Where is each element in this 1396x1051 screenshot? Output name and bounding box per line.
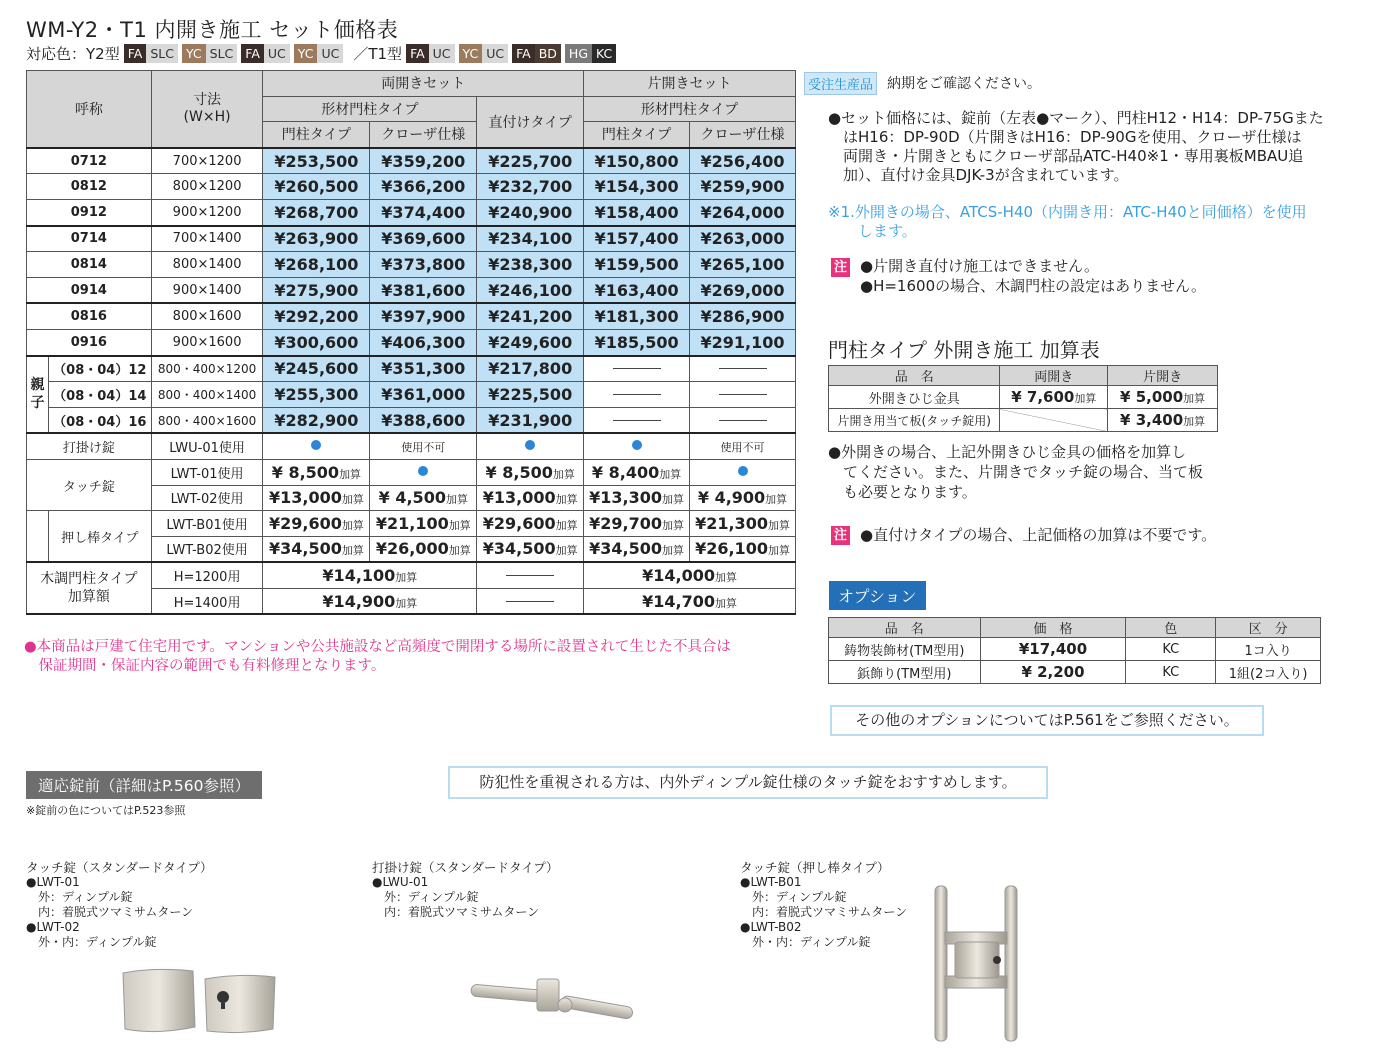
colors-label: 対応色：Y2型 — [26, 45, 120, 63]
row-name: 0712 — [27, 148, 152, 174]
row-name: 0914 — [27, 277, 152, 303]
dash — [690, 382, 796, 408]
add-price: ¥26,000加算 — [370, 536, 477, 562]
header-post-type-double: 形材門柱タイプ — [263, 96, 477, 122]
lock-line: 内：着脱式ツマミサムターン — [372, 905, 540, 919]
color-chip: FA BD — [512, 44, 561, 63]
price-cell: ¥163,400 — [584, 277, 690, 303]
latch-lock-image — [465, 975, 645, 1045]
th: 片開き — [1108, 366, 1218, 386]
price-cell: ¥225,700 — [477, 148, 584, 174]
price-cell: ¥268,700 — [263, 199, 370, 225]
row-size: 900×1200 — [151, 199, 263, 225]
lock-line: 外：ディンプル錠 — [26, 890, 133, 904]
price-cell: ¥268,100 — [263, 252, 370, 278]
price-cell: ¥300,600 — [263, 329, 370, 355]
th: 品 名 — [829, 618, 981, 638]
empty-cell — [1000, 409, 1108, 432]
wood-row-1 — [27, 562, 796, 588]
table-row — [27, 148, 796, 174]
table-row — [27, 356, 796, 382]
price-cell: ¥234,100 — [477, 226, 584, 252]
wood-h-1: H=1200用 — [151, 562, 263, 588]
header-closer: クローザ仕様 — [370, 122, 477, 148]
color-chip: YC SLC — [182, 44, 237, 63]
price-cell: ¥292,200 — [263, 303, 370, 329]
add-price: ¥34,500加算 — [263, 536, 370, 562]
price-cell: ¥286,900 — [690, 303, 796, 329]
row-size: 800・400×1400 — [151, 382, 263, 408]
table-row — [27, 199, 796, 225]
touch-lock-image — [115, 965, 295, 1045]
add-price: ¥13,000加算 — [477, 485, 584, 511]
option-name: 鋲飾り(TM型用) — [829, 661, 981, 684]
lock-line: ●LWT-B02 — [740, 920, 802, 934]
price-cell: ¥240,900 — [477, 199, 584, 225]
wood-label: 木調門柱タイプ 加算額 — [27, 562, 152, 614]
price-cell: ¥291,100 — [690, 329, 796, 355]
t1-label: ／T1型 — [353, 45, 403, 63]
lock-line: 外：ディンプル錠 — [740, 890, 847, 904]
unavailable: 使用不可 — [370, 433, 477, 459]
touch-label: タッチ錠 — [27, 459, 152, 510]
add-price: ¥ 8,500加算 — [263, 459, 370, 485]
th: 両開き — [1000, 366, 1108, 386]
price-cell: ¥388,600 — [370, 407, 477, 433]
color-chip: HG KC — [565, 44, 616, 63]
header-post-single: 門柱タイプ — [584, 122, 690, 148]
badge-text: 納期をご確認ください。 — [887, 76, 1041, 92]
item-name: 外開きひじ金具 — [829, 386, 1000, 409]
oshi-model-1: LWT-B01使用 — [151, 511, 263, 537]
add-price: ¥29,600加算 — [263, 511, 370, 537]
th: 区 分 — [1216, 618, 1321, 638]
price-cell: ¥158,400 — [584, 199, 690, 225]
dot-mark — [477, 433, 584, 459]
lock-line: 内：着脱式ツマミサムターン — [740, 905, 908, 919]
lock-title: タッチ錠（押し棒タイプ） — [740, 860, 890, 875]
price-cell: ¥260,500 — [263, 174, 370, 200]
header-post-type-single: 形材門柱タイプ — [584, 96, 796, 122]
dot-mark — [263, 433, 370, 459]
price-cell: ¥255,300 — [263, 382, 370, 408]
price-cell: ¥159,500 — [584, 252, 690, 278]
price-cell: ¥217,800 — [477, 356, 584, 382]
add-price: ¥14,900加算 — [263, 588, 477, 614]
option-unit: 1組(2コ入り) — [1216, 661, 1321, 684]
price-cell: ¥245,600 — [263, 356, 370, 382]
touch-row-1 — [27, 459, 796, 485]
table-row — [27, 252, 796, 278]
dash — [584, 382, 690, 408]
row-name: 0814 — [27, 252, 152, 278]
y2-color-chips — [124, 44, 348, 63]
lock-latch-standard — [372, 860, 559, 920]
item-name: 片開き用当て板(タッチ錠用) — [829, 409, 1000, 432]
lock-touch-standard — [26, 860, 213, 950]
price-cell: ¥263,900 — [263, 226, 370, 252]
price-cell: ¥231,900 — [477, 407, 584, 433]
lock-title: タッチ錠（スタンダードタイプ） — [26, 860, 213, 875]
color-chip: YC UC — [294, 44, 344, 63]
option-color: KC — [1126, 638, 1216, 661]
header-double-set: 両開きセット — [263, 71, 584, 97]
price-cell: ¥225,500 — [477, 382, 584, 408]
add-price: ¥ 8,500加算 — [477, 459, 584, 485]
oyako-label: 親 子 — [27, 356, 49, 434]
lock-line: ●LWT-01 — [26, 875, 80, 889]
header-closer-single: クローザ仕様 — [690, 122, 796, 148]
row-name: 0714 — [27, 226, 152, 252]
price-cell: ¥381,600 — [370, 277, 477, 303]
dash — [477, 588, 584, 614]
add-price: ¥21,300加算 — [690, 511, 796, 537]
price-cell: ¥150,800 — [584, 148, 690, 174]
lock-line: 外・内：ディンプル錠 — [740, 935, 871, 949]
header-size: 寸法 (W×H) — [151, 71, 263, 148]
price-cell: ¥275,900 — [263, 277, 370, 303]
row-size: 700×1200 — [151, 148, 263, 174]
table-row — [27, 329, 796, 355]
dash — [690, 407, 796, 433]
add-price: ¥13,000加算 — [263, 485, 370, 511]
price-cell: ¥374,400 — [370, 199, 477, 225]
th: 品 名 — [829, 366, 1000, 386]
price-table — [26, 70, 796, 615]
row-size: 800×1200 — [151, 174, 263, 200]
header-name: 呼称 — [27, 71, 152, 148]
touch-model-1: LWT-01使用 — [151, 459, 263, 485]
price-cell: ¥185,500 — [584, 329, 690, 355]
row-size: 800×1400 — [151, 252, 263, 278]
caution-icon: 注 — [831, 526, 850, 545]
price-rows — [27, 148, 796, 434]
add-price: ¥34,500加算 — [477, 536, 584, 562]
add-price: ¥ 4,900加算 — [690, 485, 796, 511]
lock-color-note: ※錠前の色についてはP.523参照 — [26, 804, 186, 817]
lock-line: ●LWT-02 — [26, 920, 80, 934]
t1-color-chips — [406, 44, 620, 63]
dash — [690, 356, 796, 382]
price: ¥ 7,600加算 — [1000, 386, 1108, 409]
dash — [584, 356, 690, 382]
add-price: ¥ 8,400加算 — [584, 459, 690, 485]
price-cell: ¥406,300 — [370, 329, 477, 355]
caution-text-2: ●直付けタイプの場合、上記価格の加算は不要です。 — [860, 526, 1217, 544]
table-row — [27, 382, 796, 408]
lock-line: 外・内：ディンプル錠 — [26, 935, 157, 949]
add-price: ¥14,100加算 — [263, 562, 477, 588]
spacer — [27, 511, 49, 563]
price-cell: ¥263,000 — [690, 226, 796, 252]
color-chip: YC UC — [459, 44, 509, 63]
row-size: 900×1400 — [151, 277, 263, 303]
dot-mark — [370, 459, 477, 485]
header-post: 門柱タイプ — [263, 122, 370, 148]
price-cell: ¥154,300 — [584, 174, 690, 200]
price-cell: ¥241,200 — [477, 303, 584, 329]
add-price: ¥14,000加算 — [584, 562, 796, 588]
uchikake-row — [27, 433, 796, 459]
table-row — [27, 226, 796, 252]
price-cell: ¥232,700 — [477, 174, 584, 200]
option-price: ¥ 2,200 — [980, 661, 1126, 684]
section-title-outward: 門柱タイプ 外開き施工 加算表 — [828, 338, 1100, 362]
th: 色 — [1126, 618, 1216, 638]
add-price: ¥13,300加算 — [584, 485, 690, 511]
price-cell: ¥366,200 — [370, 174, 477, 200]
usage-note: ●本商品は戸建て住宅用です。マンションや公共施設など高頻度で開閉する場所に設置されて生じた不具合は 保証期間・保証内容の範囲でも有料修理となります。 — [24, 639, 731, 674]
dot-mark — [584, 433, 690, 459]
price-cell: ¥369,600 — [370, 226, 477, 252]
option-price: ¥17,400 — [980, 638, 1126, 661]
row-name: 0916 — [27, 329, 152, 355]
price-cell: ¥397,900 — [370, 303, 477, 329]
add-price: ¥14,700加算 — [584, 588, 796, 614]
price-cell: ¥249,600 — [477, 329, 584, 355]
lock-line: ●LWT-B01 — [740, 875, 802, 889]
made-to-order-badge: 受注生産品 — [804, 72, 877, 95]
add-price: ¥29,600加算 — [477, 511, 584, 537]
price-cell: ¥269,000 — [690, 277, 796, 303]
add-price: ¥21,100加算 — [370, 511, 477, 537]
lock-touch-pushbar — [740, 860, 907, 950]
th: 価 格 — [980, 618, 1126, 638]
price-cell: ¥256,400 — [690, 148, 796, 174]
color-chip: FA SLC — [124, 44, 178, 63]
lock-title: 打掛け錠（スタンダードタイプ） — [372, 860, 559, 875]
lock-line: ●LWU-01 — [372, 875, 429, 889]
dash — [584, 407, 690, 433]
oshi-model-2: LWT-B02使用 — [151, 536, 263, 562]
price-cell: ¥253,500 — [263, 148, 370, 174]
price-cell: ¥373,800 — [370, 252, 477, 278]
uchikake-model: LWU-01使用 — [151, 433, 263, 459]
price-cell: ¥238,300 — [477, 252, 584, 278]
header-direct: 直付けタイプ — [477, 96, 584, 148]
dot-mark — [690, 459, 796, 485]
option-table — [828, 617, 1321, 684]
row-size: 800×1600 — [151, 303, 263, 329]
row-name: 0812 — [27, 174, 152, 200]
add-price: ¥ 4,500加算 — [370, 485, 477, 511]
add-price: ¥29,700加算 — [584, 511, 690, 537]
touch-model-2: LWT-02使用 — [151, 485, 263, 511]
price-cell: ¥181,300 — [584, 303, 690, 329]
outward-add-table — [828, 365, 1218, 432]
option-unit: 1コ入り — [1216, 638, 1321, 661]
row-name: 0816 — [27, 303, 152, 329]
price-cell: ¥157,400 — [584, 226, 690, 252]
price: ¥ 5,000加算 — [1108, 386, 1218, 409]
price-cell: ¥351,300 — [370, 356, 477, 382]
unavailable: 使用不可 — [690, 433, 796, 459]
wood-h-2: H=1400用 — [151, 588, 263, 614]
row-size: 800・400×1600 — [151, 407, 263, 433]
recommend-note: 防犯性を重視される方は、内外ディンプル錠仕様のタッチ錠をおすすめします。 — [448, 766, 1048, 799]
lock-line: 外：ディンプル錠 — [372, 890, 479, 904]
row-size: 900×1600 — [151, 329, 263, 355]
price-cell: ¥259,900 — [690, 174, 796, 200]
row-size: 700×1400 — [151, 226, 263, 252]
caution-text-1: ●片開き直付け施工はできません。 ●H=1600の場合、木調門柱の設定はありません。 — [860, 257, 1207, 295]
row-name: （08・04）14 — [48, 382, 151, 408]
price-cell: ¥361,000 — [370, 382, 477, 408]
set-price-note: ●セット価格には、錠前（左表●マーク）、門柱H12・H14：DP-75Gまた はH16：DP-90D（片開きはH16：DP-90Gを使用、クローザ仕様は 両開き・片開きともにクローザ部品ATC-H40※1・専用裏板MBAU追 加）、直付け金具DJK-3が含まれています。 — [828, 109, 1324, 184]
add-price: ¥26,100加算 — [690, 536, 796, 562]
lock-line: 内：着脱式ツマミサムターン — [26, 905, 194, 919]
price-cell: ¥359,200 — [370, 148, 477, 174]
footnote-1: ※1.外開きの場合、ATCS-H40（内開き用：ATC-H40と同価格）を使用 します。 — [828, 203, 1307, 240]
price-cell: ¥246,100 — [477, 277, 584, 303]
uchikake-label: 打掛け錠 — [27, 433, 152, 459]
option-reference: その他のオプションについてはP.561をご参照ください。 — [830, 705, 1264, 736]
page-title: WM-Y2・T1 内開き施工 セット価格表 — [26, 18, 399, 42]
caution-icon: 注 — [831, 258, 850, 277]
price-cell: ¥265,100 — [690, 252, 796, 278]
color-row — [26, 43, 620, 64]
option-color: KC — [1126, 661, 1216, 684]
color-chip: FA UC — [241, 44, 289, 63]
option-name: 鋳物装飾材(TM型用) — [829, 638, 981, 661]
price-cell: ¥264,000 — [690, 199, 796, 225]
row-name: （08・04）16 — [48, 407, 151, 433]
pushbar-lock-image — [925, 880, 1035, 1045]
oshi-label: 押し棒タイプ — [48, 511, 151, 563]
outward-note: ●外開きの場合、上記外開きひじ金具の価格を加算し てください。また、片開きでタッチ錠の場合、当て板 も必要となります。 — [828, 443, 1204, 501]
add-price: ¥34,500加算 — [584, 536, 690, 562]
row-size: 800・400×1200 — [151, 356, 263, 382]
option-header: オプション — [829, 581, 926, 610]
table-row — [27, 303, 796, 329]
table-row — [27, 174, 796, 200]
table-row — [27, 407, 796, 433]
lock-section-header: 適応錠前（詳細はP.560参照） — [26, 771, 262, 799]
oshi-row-1 — [27, 511, 796, 537]
dash — [477, 562, 584, 588]
header-single-set: 片開きセット — [584, 71, 796, 97]
price: ¥ 3,400加算 — [1108, 409, 1218, 432]
color-chip: FA UC — [406, 44, 454, 63]
price-cell: ¥282,900 — [263, 407, 370, 433]
row-name: 0912 — [27, 199, 152, 225]
table-row — [27, 277, 796, 303]
row-name: （08・04）12 — [48, 356, 151, 382]
